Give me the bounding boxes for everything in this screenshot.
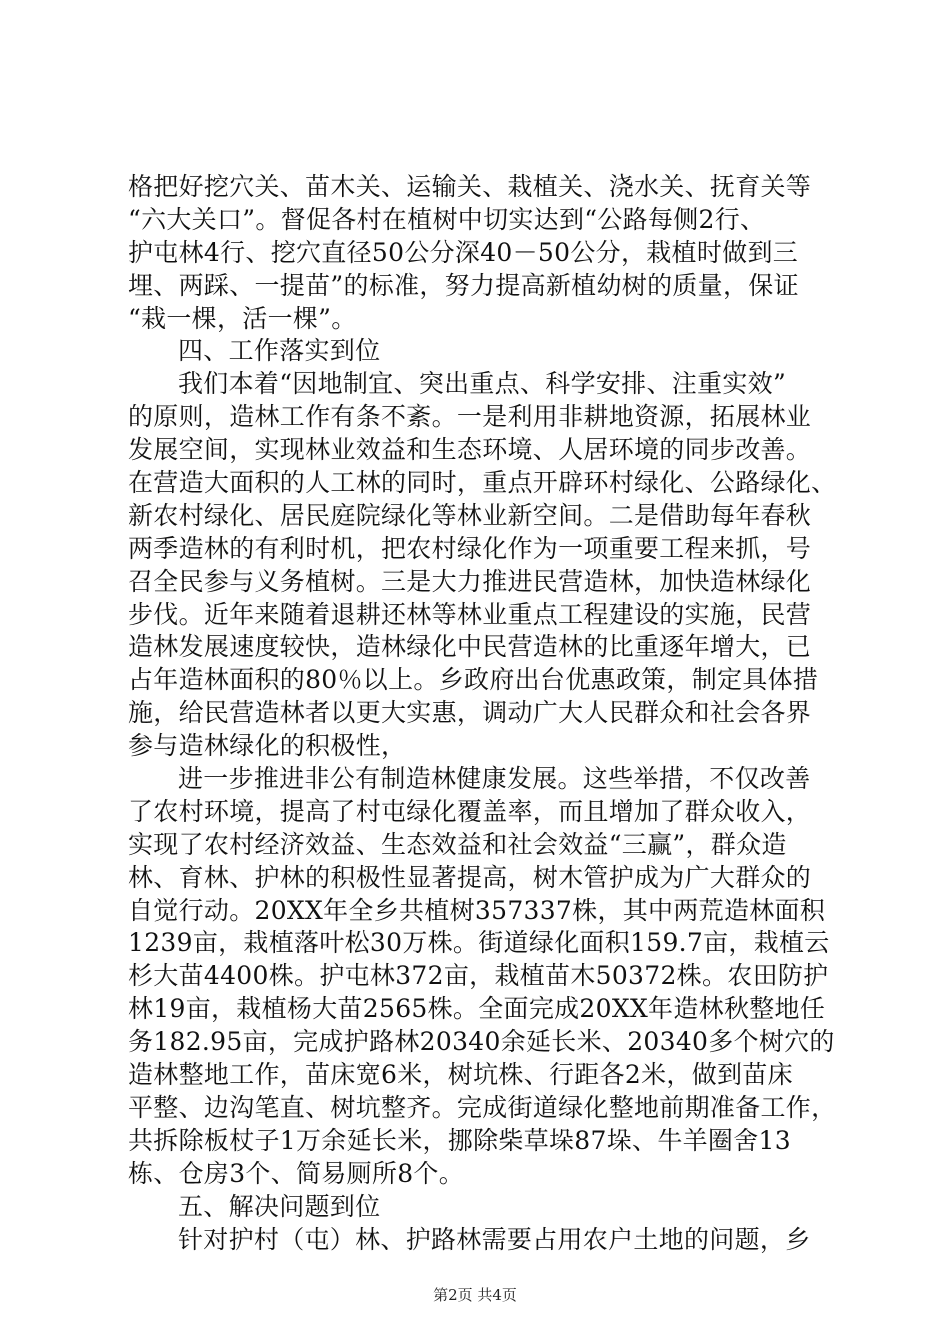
text-line: 参与造林绿化的积极性， (128, 731, 407, 761)
text-line: 步伐。近年来随着退耕还林等林业重点工程建设的实施，民营 (128, 599, 812, 629)
page-footer: 第2页 共4页 (433, 1286, 517, 1304)
body-text (128, 171, 837, 1256)
text-line: 占年造林面积的80％以上。乡政府出台优惠政策，制定具体措 (128, 665, 819, 695)
text-line: 造林整地工作，苗床宽6米，树坑株、行距各2米，做到苗床 (128, 1060, 793, 1090)
text-line: 杉大苗4400株。护屯林372亩，栽植苗木50372株。农田防护 (128, 961, 829, 991)
text-line: 召全民参与义务植树。三是大力推进民营造林，加快造林绿化 (128, 566, 812, 596)
text-line: 新农村绿化、居民庭院绿化等林业新空间。二是借助每年春秋 (128, 500, 812, 530)
text-line: 林19亩，栽植杨大苗2565株。全面完成20XX年造林秋整地任 (128, 994, 826, 1024)
text-line: “六大关口”。督促各村在植树中切实达到“公路每侧2行、 (128, 204, 766, 234)
text-line: 了农村环境，提高了村屯绿化覆盖率，而且增加了群众收入， (128, 796, 812, 826)
text-line: 针对护村（屯）林、护路林需要占用农户土地的问题，乡 (178, 1224, 811, 1254)
text-line: 林、育林、护林的积极性显著提高，树木管护成为广大群众的 (128, 862, 812, 892)
text-line: 施，给民营造林者以更大实惠，调动广大人民群众和社会各界 (128, 698, 812, 728)
text-line: 自觉行动。20XX年全乡共植树357337株，其中两荒造林面积 (128, 895, 826, 925)
text-line: 实现了农村经济效益、生态效益和社会效益“三赢”，群众造 (128, 829, 787, 859)
text-line: 的原则，造林工作有条不紊。一是利用非耕地资源，拓展林业 (128, 402, 812, 432)
text-line: 四、工作落实到位 (178, 336, 381, 366)
text-line: 五、解决问题到位 (178, 1191, 381, 1221)
text-line: 进一步推进非公有制造林健康发展。这些举措，不仅改善 (178, 764, 811, 794)
text-line: 我们本着“因地制宜、突出重点、科学安排、注重实效” (178, 369, 787, 399)
text-line: 两季造林的有利时机，把农村绿化作为一项重要工程来抓，号 (128, 533, 812, 563)
text-line: 务182.95亩，完成护路林20340余延长米、20340多个树穴的 (128, 1027, 835, 1057)
text-line: 埋、两踩、一提苗”的标准，努力提高新植幼树的质量，保证 (128, 270, 799, 300)
text-line: 在营造大面积的人工林的同时，重点开辟环村绿化、公路绿化、 (128, 468, 837, 498)
text-line: 护屯林4行、挖穴直径50公分深40－50公分，栽植时做到三 (128, 237, 799, 267)
text-line: 格把好挖穴关、苗木关、运输关、栽植关、浇水关、抚育关等 (128, 172, 812, 201)
text-line: “栽一棵，活一棵”。 (128, 303, 357, 333)
text-line: 1239亩，栽植落叶松30万株。街道绿化面积159.7亩，栽植云 (128, 928, 830, 958)
text-line: 发展空间，实现林业效益和生态环境、人居环境的同步改善。 (128, 435, 812, 465)
text-line: 栋、仓房3个、简易厕所8个。 (128, 1158, 465, 1188)
text-line: 造林发展速度较快，造林绿化中民营造林的比重逐年增大，已 (128, 632, 812, 662)
text-line: 平整、边沟笔直、树坑整齐。完成街道绿化整地前期准备工作， (128, 1092, 837, 1122)
text-line: 共拆除板杖子1万余延长米，挪除柴草垛87垛、牛羊圈舍13 (128, 1125, 791, 1155)
